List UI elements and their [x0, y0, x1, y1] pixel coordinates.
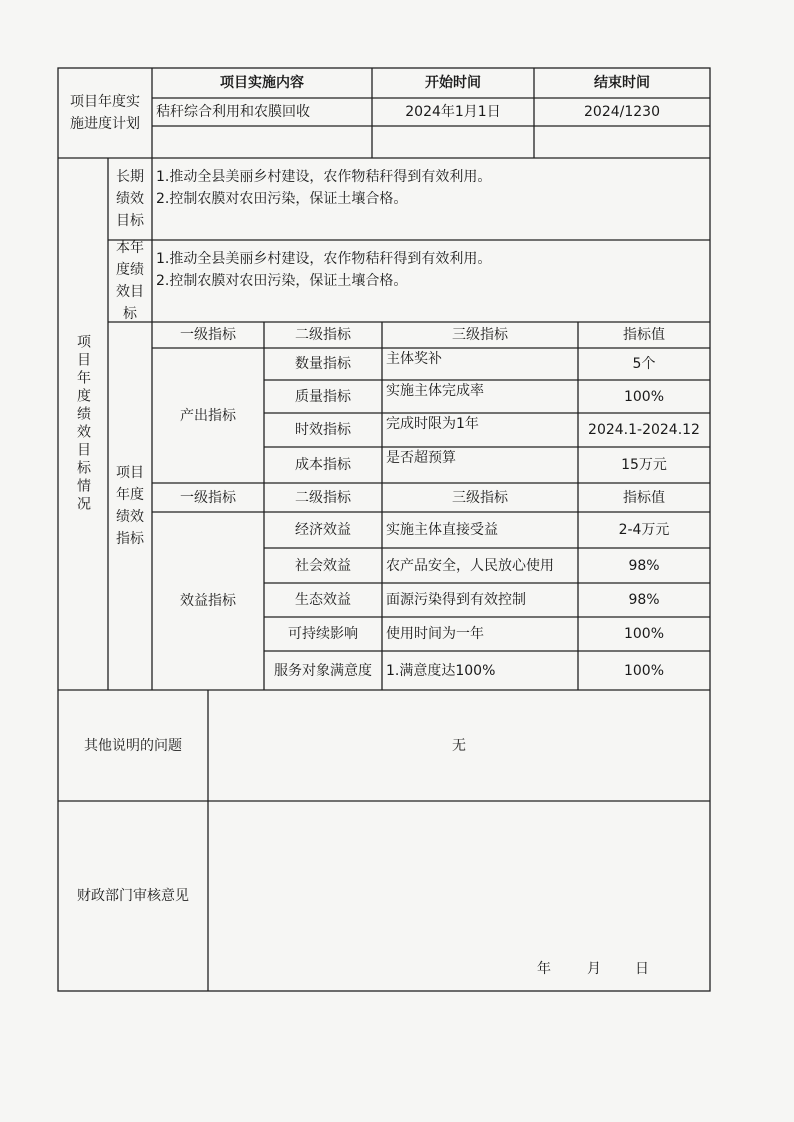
- finance-review-label: 财政部门审核意见: [77, 888, 189, 904]
- effect-value: 98%: [628, 557, 660, 574]
- review-date-year: 年: [537, 961, 551, 977]
- review-date-month: 月: [587, 961, 601, 977]
- long-term-label: 长期 绩效 目标: [116, 169, 144, 229]
- output-level1: 产出指标: [180, 407, 236, 424]
- effect-value: 100%: [623, 626, 665, 642]
- indicator-label: 项目 年度 绩效 指标: [116, 465, 144, 547]
- long-term-goals: [152, 158, 710, 240]
- header-level1-repeat: 一级指标: [180, 489, 236, 506]
- header-level3-repeat: 三级指标: [452, 489, 508, 506]
- this-year-goal-2: 2.控制农膜对农田污染，保证土壤合格。: [156, 273, 408, 289]
- effect-level2: 生态效益: [295, 592, 351, 608]
- output-value: 2024.1-2024.12: [588, 422, 700, 438]
- schedule-row-label: 项目年度实 施进度计划: [70, 94, 140, 132]
- performance-section-label: 项目年度绩效目标情况: [75, 334, 91, 514]
- output-level3: 主体奖补: [386, 351, 442, 367]
- other-notes-label: 其他说明的问题: [84, 737, 182, 754]
- effect-level3: 1.满意度达100%: [386, 662, 496, 679]
- header-value-repeat: 指标值: [623, 489, 665, 506]
- effect-value: 98%: [628, 592, 660, 608]
- long-term-goal-2: 2.控制农膜对农田污染，保证土壤合格。: [156, 191, 408, 207]
- header-end-time: 结束时间: [594, 75, 650, 91]
- effect-level1: 效益指标: [180, 593, 236, 609]
- schedule-end: 2024/1230: [584, 104, 660, 120]
- output-level2: 成本指标: [295, 457, 351, 473]
- output-level2: 质量指标: [295, 388, 351, 405]
- header-start-time: 开始时间: [425, 75, 481, 91]
- this-year-label: 本年 度绩 效目 标: [116, 240, 144, 322]
- schedule-content: 秸秆综合利用和农膜回收: [156, 104, 310, 120]
- effect-value: 2-4万元: [618, 522, 670, 538]
- effect-level3: 实施主体直接受益: [386, 522, 498, 538]
- effect-level2: 可持续影响: [288, 626, 358, 642]
- this-year-goals: [152, 240, 710, 322]
- header-value: 指标值: [623, 327, 665, 343]
- effect-level2: 社会效益: [295, 557, 351, 574]
- effect-level2: 服务对象满意度: [274, 662, 372, 679]
- header-level2-repeat: 二级指标: [295, 489, 351, 506]
- output-level3: 是否超预算: [386, 450, 456, 466]
- effect-level2: 经济效益: [295, 522, 351, 538]
- effect-level3: 面源污染得到有效控制: [386, 592, 526, 608]
- output-value: 15万元: [621, 457, 667, 473]
- header-level1: 一级指标: [180, 327, 236, 343]
- long-term-goal-1: 1.推动全县美丽乡村建设，农作物秸秆得到有效利用。: [156, 169, 492, 185]
- effect-value: 100%: [623, 662, 665, 679]
- header-content: 项目实施内容: [220, 75, 304, 91]
- effect-level3: 使用时间为一年: [386, 626, 484, 642]
- output-value: 5个: [632, 356, 656, 372]
- schedule-start: 2024年1月1日: [405, 104, 501, 120]
- output-level3: 完成时限为1年: [386, 416, 479, 432]
- output-level2: 数量指标: [295, 356, 351, 372]
- output-value: 100%: [623, 388, 665, 405]
- output-level3: 实施主体完成率: [386, 383, 484, 399]
- effect-level3: 农产品安全，人民放心使用: [386, 557, 554, 574]
- this-year-goal-1: 1.推动全县美丽乡村建设，农作物秸秆得到有效利用。: [156, 251, 492, 267]
- other-notes-value: 无: [452, 737, 466, 754]
- output-level2: 时效指标: [295, 422, 351, 438]
- header-level3: 三级指标: [452, 327, 508, 343]
- header-level2: 二级指标: [295, 327, 351, 343]
- review-date-day: 日: [635, 961, 649, 977]
